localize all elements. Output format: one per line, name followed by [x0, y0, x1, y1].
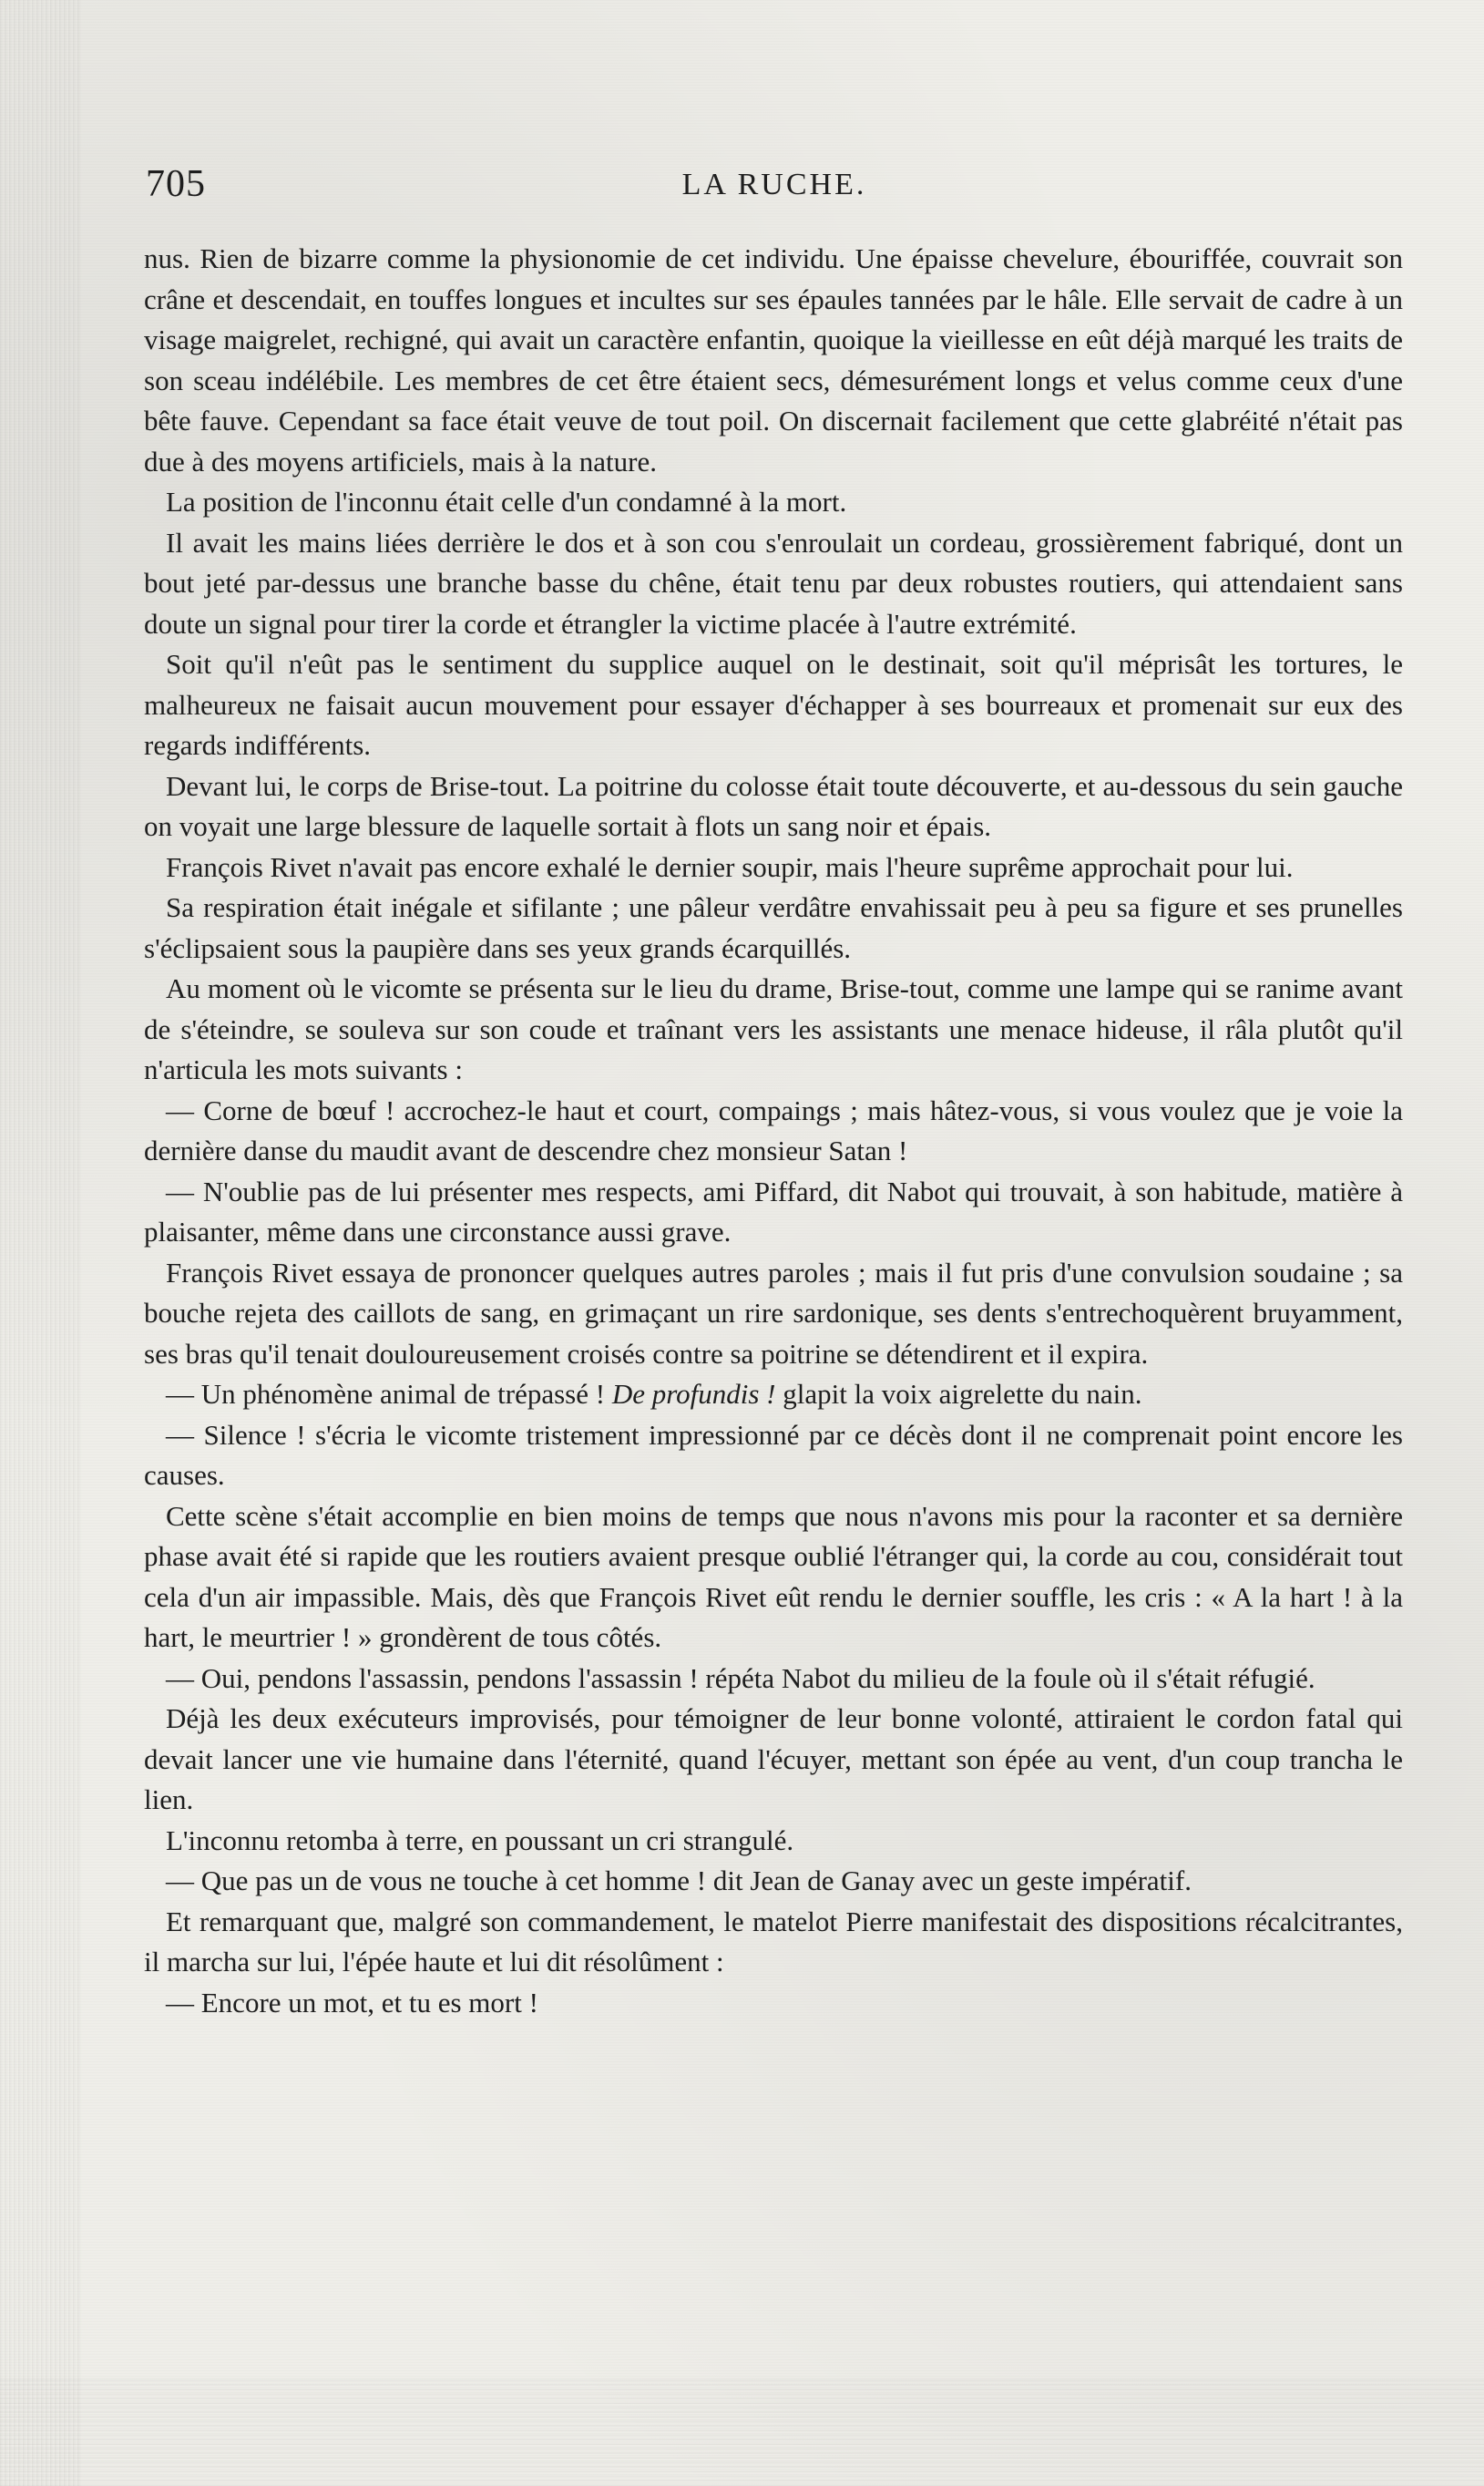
paragraph: Déjà les deux exécuteurs improvisés, pour témoigner de leur bonne volonté, attiraient le cordon fatal qui devait lancer une vie humaine dans l'éternité, quand l'écuyer, mettant son épée au vent, d'un coup trancha le lien. — [144, 1702, 1403, 1815]
scan-shadow-bottom — [0, 2377, 1484, 2486]
paragraph: — Oui, pendons l'assassin, pendons l'assassin ! répéta Nabot du milieu de la foule où il s'était réfugié. — [166, 1661, 1315, 1694]
latin-phrase: De profundis ! — [611, 1378, 776, 1410]
scan-shadow-left — [0, 0, 82, 2486]
paragraph: — Silence ! s'écria le vicomte tristement impressionné par ce décès dont il ne comprenait point encore les causes. — [144, 1418, 1403, 1491]
paragraph: Soit qu'il n'eût pas le sentiment du supplice auquel on le destinait, soit qu'il méprisât les tortures, le malheureux ne faisait aucun mouvement pour essayer d'échapper à ses bourreaux et promenait sur eux des regards indifférents. — [144, 648, 1403, 761]
body-text — [144, 239, 1403, 2023]
page-header — [146, 162, 1403, 204]
paragraph: — Que pas un de vous ne touche à cet homme ! dit Jean de Ganay avec un geste impératif. — [166, 1864, 1192, 1896]
paragraph: — Encore un mot, et tu es mort ! — [166, 1986, 538, 2019]
paragraph: Sa respiration était inégale et sifilante ; une pâleur verdâtre envahissait peu à peu sa figure et ses prunelles s'éclipsaient sous la paupière dans ses yeux grands écarquillés. — [144, 891, 1403, 964]
paragraph: La position de l'inconnu était celle d'un condamné à la mort. — [166, 486, 847, 518]
paragraph — [144, 1374, 1403, 1415]
paragraph-text: — Un phénomène animal de trépassé ! — [166, 1378, 612, 1410]
paragraph: — Corne de bœuf ! accrochez-le haut et court, compaings ; mais hâtez-vous, si vous voulez que je voie la dernière danse du maudit avant de descendre chez monsieur Satan ! — [144, 1094, 1403, 1166]
paragraph: Au moment où le vicomte se présenta sur le lieu du drame, Brise-tout, comme une lampe qui se ranime avant de s'éteindre, se souleva sur son coude et traînant vers les assistants une menace hideuse, il râla plutôt qu'il n'articula les mots suivants : — [144, 972, 1403, 1085]
paragraph: — N'oublie pas de lui présenter mes respects, ami Piffard, dit Nabot qui trouvait, à son habitude, matière à plaisanter, même dans une circonstance aussi grave. — [144, 1175, 1403, 1248]
paragraph: Il avait les mains liées derrière le dos et à son cou s'enroulait un cordeau, grossièrement fabriqué, dont un bout jeté par-dessus une branche basse du chêne, était tenu par deux robustes routiers, qui attendaient sans doute un signal pour tirer la corde et étrangler la victime placée à l'autre extrémité. — [144, 526, 1403, 640]
paragraph: nus. Rien de bizarre comme la physionomie de cet individu. Une épaisse chevelure, ébouriffée, couvrait son crâne et descendait, en touffes longues et incultes sur ses épaules tannées par le hâle. Elle servait de cadre à un visage maigrelet, rechigné, qui avait un caractère enfantin, quoique la vieillesse en eût déjà marqué les traits de son sceau indélébile. Les membres de cet être étaient secs, démesurément longs et velus comme ceux d'une bête fauve. Cependant sa face était veuve de tout poil. On discernait facilement que cette glabréité n'était pas due à des moyens artificiels, mais à la nature. — [144, 242, 1403, 478]
paragraph: François Rivet essaya de prononcer quelques autres paroles ; mais il fut pris d'une convulsion soudaine ; sa bouche rejeta des caillots de sang, en grimaçant un rire sardonique, ses dents s'entrechoquèrent bruyamment, ses bras qu'il tenait douloureusement croisés contre sa poitrine se détendirent et il expira. — [144, 1256, 1403, 1370]
running-title: LA RUCHE. — [681, 168, 867, 201]
page-number: 705 — [146, 163, 206, 205]
paragraph: Cette scène s'était accomplie en bien moins de temps que nous n'avons mis pour la raconter et sa dernière phase avait été si rapide que les routiers avaient presque oublié l'étranger qui, la corde au cou, considérait tout cela d'un air impassible. Mais, dès que François Rivet eût rendu le dernier souffle, les cris : « A la hart ! à la hart, le meurtrier ! » grondèrent de tous côtés. — [144, 1499, 1403, 1653]
paragraph-text: glapit la voix aigrelette du nain. — [775, 1378, 1142, 1410]
paragraph: François Rivet n'avait pas encore exhalé le dernier soupir, mais l'heure suprême approchait pour lui. — [166, 850, 1294, 883]
paragraph: L'inconnu retomba à terre, en poussant un cri strangulé. — [166, 1823, 794, 1856]
paragraph: Et remarquant que, malgré son commandement, le matelot Pierre manifestait des dispositions récalcitrantes, il marcha sur lui, l'épée haute et lui dit résolûment : — [144, 1905, 1403, 1978]
paragraph: Devant lui, le corps de Brise-tout. La poitrine du colosse était toute découverte, et au-dessous du sein gauche on voyait une large blessure de laquelle sortait à flots un sang noir et épais. — [144, 769, 1403, 842]
